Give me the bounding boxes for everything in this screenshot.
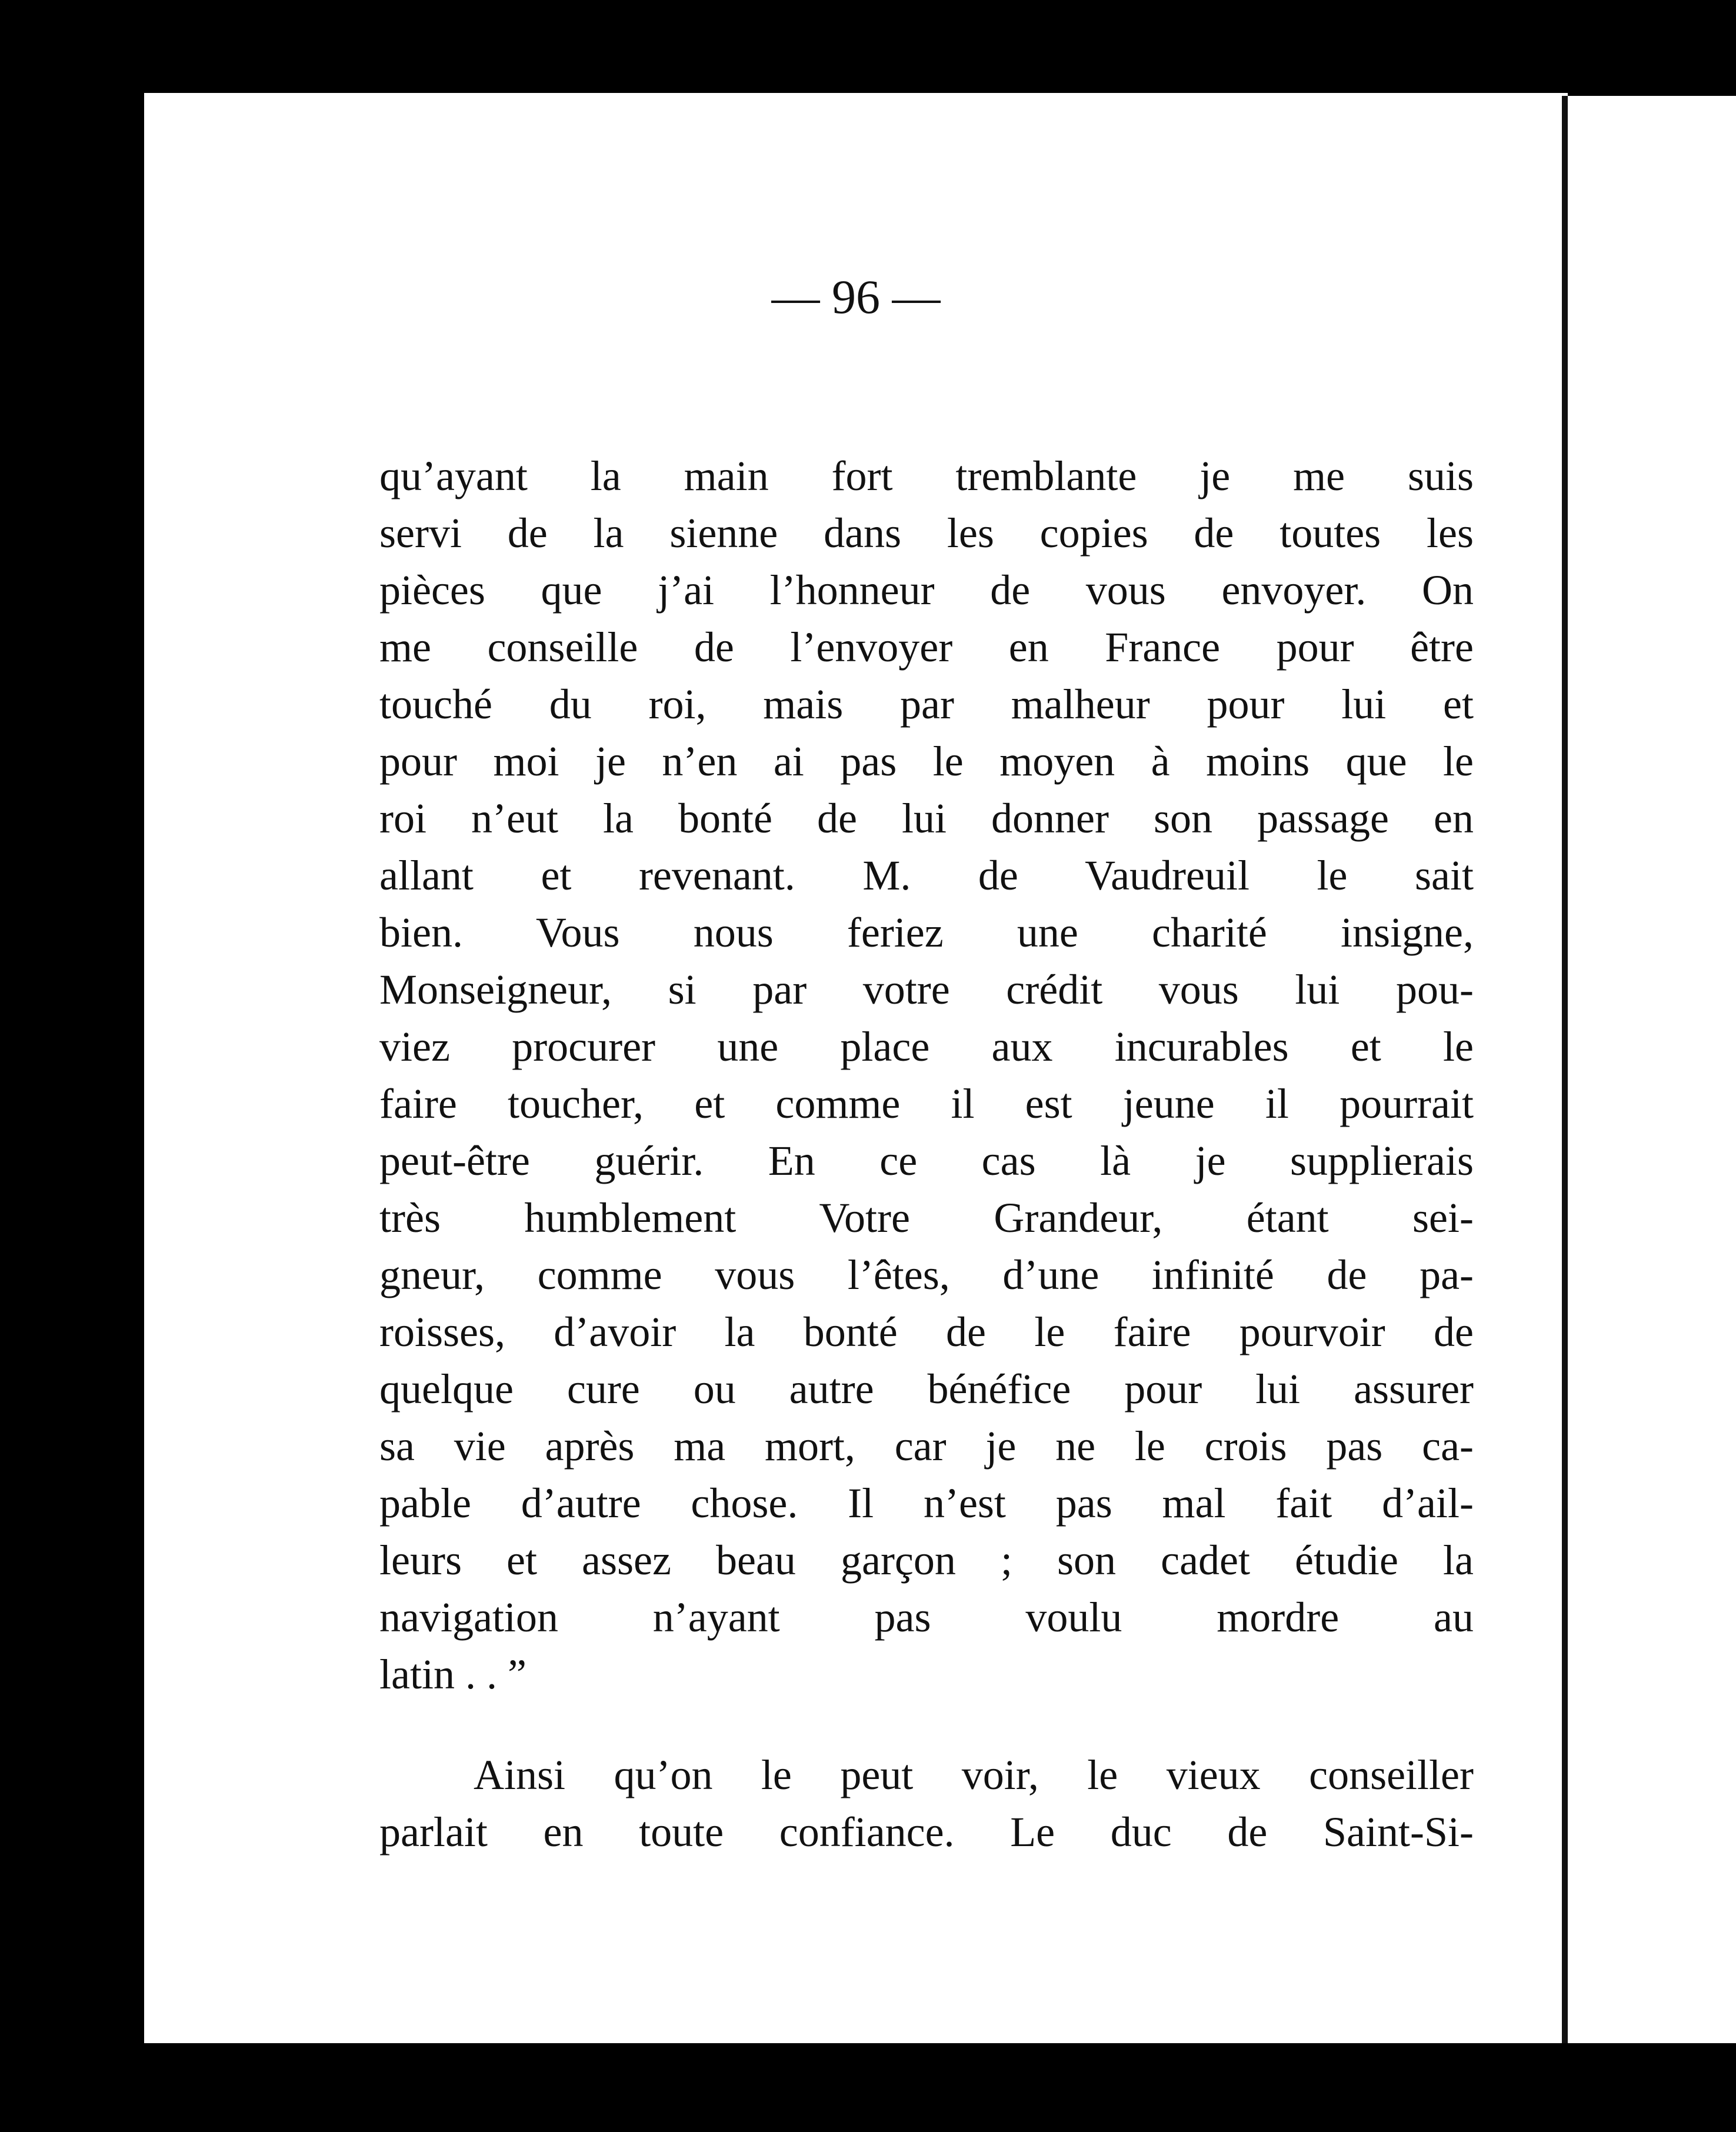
text-line: sa vie après ma mort, car je ne le crois pas ca- [379,1423,1474,1470]
paragraph-letter-quote [379,448,1474,1703]
text-line: viez procurer une place aux incurables et le [379,1023,1474,1070]
text-line: navigation n’ayant pas voulu mordre au [379,1594,1474,1641]
text-line: roisses, d’avoir la bonté de le faire pourvoir de [379,1308,1474,1355]
text-line: parlait en toute confiance. Le duc de Saint-Si- [379,1808,1474,1855]
text-line: quelque cure ou autre bénéfice pour lui assurer [379,1365,1474,1413]
text-line: pable d’autre chose. Il n’est pas mal fait d’ail- [379,1480,1474,1527]
text-line: servi de la sienne dans les copies de toutes les [379,509,1474,557]
text-line: très humblement Votre Grandeur, étant sei- [379,1194,1474,1241]
text-line: bien. Vous nous feriez une charité insigne, [379,909,1474,956]
text-line: me conseille de l’envoyer en France pour être [379,624,1474,671]
text-line: allant et revenant. M. de Vaudreuil le sait [379,852,1474,899]
adjacent-page-edge [1562,96,1736,2043]
text-line: pour moi je n’en ai pas le moyen à moins que le [379,738,1474,785]
text-line: qu’ayant la main fort tremblante je me suis [379,452,1474,499]
text-line: Monseigneur, si par votre crédit vous lui pou- [379,966,1474,1013]
text-line: Ainsi qu’on le peut voir, le vieux conseiller [474,1751,1474,1798]
page-number: — 96 — [771,270,941,324]
text-line: gneur, comme vous l’êtes, d’une infinité de pa- [379,1251,1474,1298]
text-line: pièces que j’ai l’honneur de vous envoyer. On [379,567,1474,614]
text-line: touché du roi, mais par malheur pour lui et [379,681,1474,728]
paragraph-narrative [379,1747,1474,1861]
text-line: latin . . ” [379,1651,527,1698]
book-page [144,93,1568,2043]
text-line: peut-être guérir. En ce cas là je supplierais [379,1137,1474,1184]
text-line: leurs et assez beau garçon ; son cadet étudie la [379,1537,1474,1584]
text-line: roi n’eut la bonté de lui donner son passage en [379,795,1474,842]
text-line: faire toucher, et comme il est jeune il pourrait [379,1080,1474,1127]
